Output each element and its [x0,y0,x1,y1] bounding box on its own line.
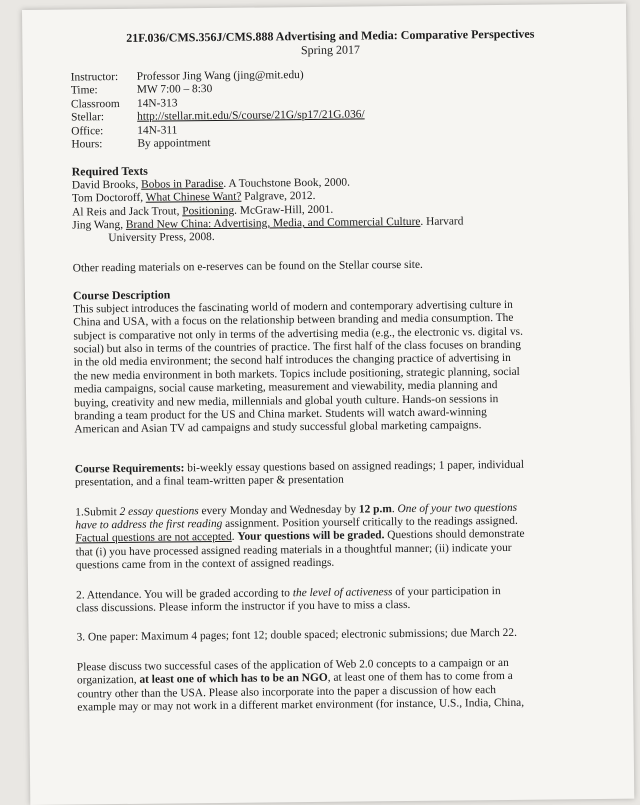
required-texts-list [72,174,593,246]
req-text: assignment. Position yourself critically to the readings assigned. [222,514,518,530]
stellar-link[interactable]: http://stellar.mit.edu/S/course/21G/sp17/21G.036/ [137,108,365,124]
course-title: 21F.036/CMS.356J/CMS.888 Advertising and Media: Comparative Perspectives [126,26,535,45]
req-bold: Your questions will be graded. [237,529,385,544]
req-bold: at least one of which has to be an NGO [139,672,328,687]
requirement-line: class discussions. Please inform the instructor if you have to miss a class. [76,598,411,615]
text-author: Jing Wang, [72,218,126,232]
info-label: Time: [70,84,98,97]
requirement-line: Please discuss two successful cases of the application of Web 2.0 concepts to a campaign or an [76,656,509,674]
description-line: buying, creativity and new media, millennials and global youth culture. Hands-on sessions in [74,392,499,410]
info-value: Professor Jing Wang (jing@mit.edu) [136,69,304,83]
description-line: subject is comparative not only in terms of the advertising media (e.g., the electronic vs. digital vs. [73,325,523,342]
text-publisher: . A Touchstone Book, 2000. [223,176,350,190]
text-author: Al Reis and Jack Trout, [72,204,183,219]
requirements-heading: Course Requirements: [74,462,185,476]
info-value: MW 7:00 – 8:30 [136,83,213,97]
requirements-intro-line2: presentation, and a final team-written paper & presentation [74,473,344,489]
requirement-paper-detail [77,656,598,715]
syllabus-page [22,4,634,805]
info-label: Hours: [71,138,103,151]
info-label: Instructor: [70,70,119,84]
req-text: . [231,531,238,544]
req-text: 2. Attendance. You will be graded according to [76,586,293,602]
req-text: 1.Submit [75,505,120,519]
ereserves-note: Other reading materials on e-reserves can be found on the Stellar course site. [72,258,423,275]
description-line: media campaigns, social cause marketing, measurement and viewability, media planning and [73,379,498,396]
requirement-line: questions came from in the context of assigned readings. [75,556,335,572]
req-emph: One of your two questions [397,501,518,515]
req-text: every Monday and Wednesday by [198,503,359,517]
req-text: . [391,502,398,515]
text-item-continuation: University Press, 2008. [108,231,215,245]
requirement-paper: 3. One paper: Maximum 4 pages; font 12; double spaced; electronic submissions; due March 22. [76,627,517,644]
description-line: China and USA, with a focus on the relationship between branding and media consumption. The [73,311,514,329]
info-value: 14N-313 [136,97,178,110]
requirements-intro-text: bi-weekly essay questions based on assigned readings; 1 paper, individual [184,458,525,475]
course-info [71,66,592,152]
text-publisher: . Harvard [420,215,464,228]
req-deadline: 12 p.m [358,502,392,516]
text-title: Bobos in Paradise [141,177,224,191]
description-line: American and Asian TV ad campaigns and study successful global marketing campaigns. [74,419,482,436]
course-term: Spring 2017 [300,42,361,58]
description-line: This subject introduces the fascinating world of modern and contemporary advertising culture in [73,298,513,316]
info-value: 14N-311 [137,124,178,137]
text-title: What Chinese Want? [145,190,242,204]
required-texts-heading: Required Texts [71,164,148,179]
text-publisher: . McGraw-Hill, 2001. [234,203,334,217]
description-line: social) but also in terms of the countries of practice. The first half of the class focuses on branding [73,338,521,356]
description-line: the new media environment in both markets. Topics include positioning, strategic planning, social [73,365,520,383]
course-requirements [75,458,598,715]
text-title: Positioning [182,204,235,217]
text-publisher: Palgrave, 2012. [241,190,316,203]
requirement-essay-questions [75,501,596,573]
requirement-attendance [76,584,596,616]
description-line: in the old media environment; the second half introduces the changing practice of advertising in [73,352,511,369]
info-label: Office: [71,124,104,138]
req-underlined: Factual questions are not accepted [75,531,232,545]
text-author: David Brooks, [71,178,142,192]
info-label: Classroom [70,97,120,111]
course-header [70,26,590,59]
info-label: Stellar: [71,111,105,124]
req-text: organization, [76,674,140,687]
req-text: , at least one of them has to come from a [327,670,513,685]
req-emph: 2 essay questions [119,504,199,518]
syllabus-content [70,26,597,715]
req-text: of your participation in [392,584,501,598]
description-line: branding a team product for the US and China market. Students will watch award-winning [74,406,487,423]
req-emph: the level of activeness [292,585,393,599]
requirement-line: that (i) you have processed assigned reading materials in a thoughtful manner; (ii) indicate your [75,541,512,559]
course-description-heading: Course Description [72,287,171,303]
info-value: By appointment [137,137,211,150]
req-text: Questions should demonstrate [384,528,525,542]
requirement-line: country other than the USA. Please also incorporate into the paper a discussion of how each [77,683,497,701]
text-title: Brand New China: Advertising, Media, and Commercial Culture [125,215,421,231]
requirement-line: example may or may not work in a different market environment (for instance, U.S., India, China, [77,696,525,714]
text-author: Tom Doctoroff, [71,191,146,205]
course-description-body [73,298,594,438]
req-emph: have to address the first reading [75,517,223,532]
